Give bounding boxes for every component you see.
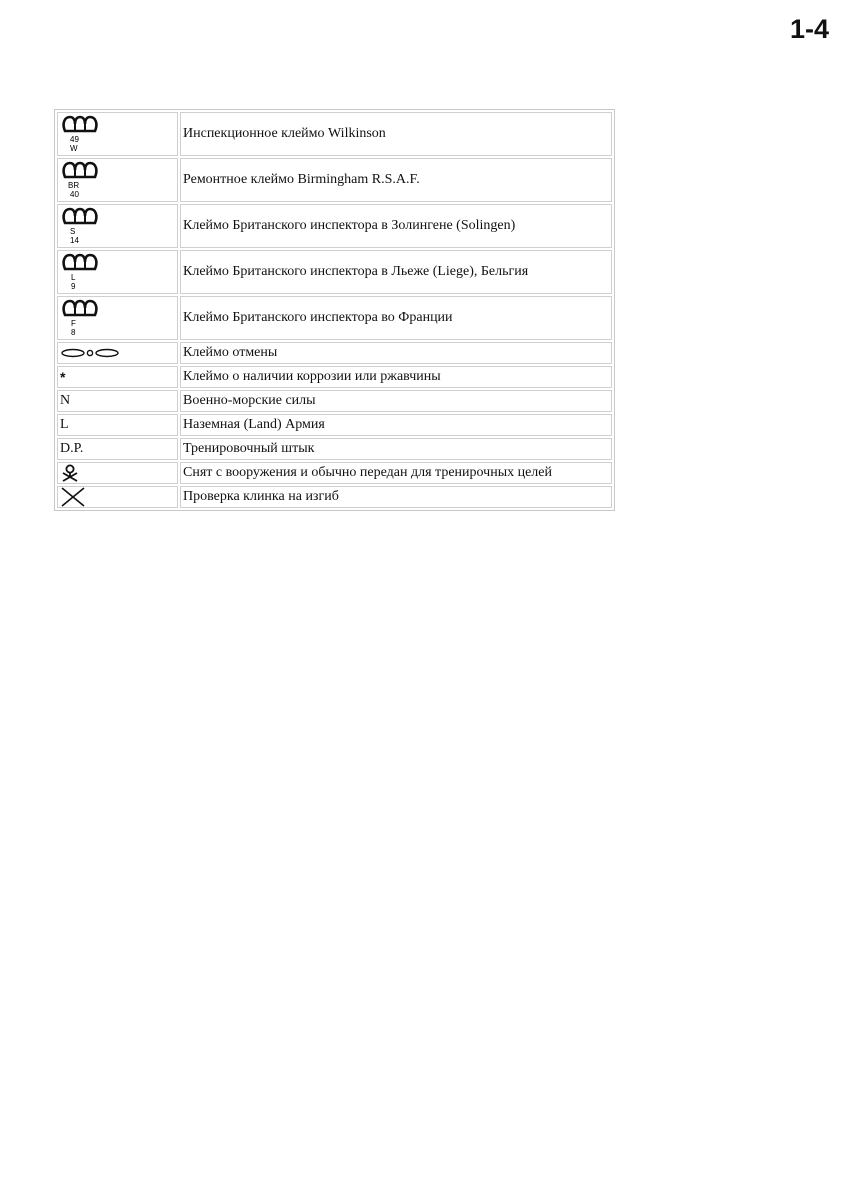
table-row	[57, 250, 612, 294]
table-row	[57, 462, 612, 484]
symbol-cell	[57, 250, 178, 294]
symbol-cell	[57, 342, 178, 364]
table-row	[57, 158, 612, 202]
stamp-line: S	[70, 227, 76, 236]
symbol-cell	[57, 112, 178, 156]
symbol-cell: D.P.	[57, 438, 178, 460]
broad-arrow-crown-icon	[60, 160, 100, 200]
description-cell: Снят с вооружения и обычно передан для тренирочных целей	[180, 462, 612, 484]
symbol-cell	[57, 158, 178, 202]
stamp-line: BR	[68, 181, 80, 190]
stamp-line: 14	[70, 236, 79, 245]
description-cell: Проверка клинка на изгиб	[180, 486, 612, 508]
table-row	[57, 366, 612, 388]
stamp-line: 49	[70, 135, 79, 144]
symbol-cell: N	[57, 390, 178, 412]
stamp-line: 9	[71, 282, 76, 291]
broad-arrow-crown-icon	[60, 252, 100, 292]
symbol-cell	[57, 486, 178, 508]
description-cell: Клеймо отмены	[180, 342, 612, 364]
stamp-line: W	[70, 144, 78, 153]
symbol-cell: L	[57, 414, 178, 436]
description-cell: Клеймо Британского инспектора в Льеже (Liege), Бельгия	[180, 250, 612, 294]
table-row	[57, 486, 612, 508]
stamp-line: 8	[71, 328, 76, 337]
description-cell: Военно-морские силы	[180, 390, 612, 412]
disposal-mark-icon	[60, 464, 80, 482]
table-row	[57, 204, 612, 248]
inspection-marks-table	[54, 109, 615, 511]
stamp-line: L	[71, 273, 76, 282]
table-row	[57, 438, 612, 460]
cancel-mark-icon	[60, 346, 120, 360]
description-cell: Тренировочный штык	[180, 438, 612, 460]
description-cell: Наземная (Land) Армия	[180, 414, 612, 436]
symbol-cell	[57, 204, 178, 248]
table-row	[57, 342, 612, 364]
description-cell: Инспекционное клеймо Wilkinson	[180, 112, 612, 156]
broad-arrow-crown-icon	[60, 206, 100, 246]
description-cell: Клеймо о наличии коррозии или ржавчины	[180, 366, 612, 388]
table-row	[57, 296, 612, 340]
description-cell: Клеймо Британского инспектора в Золингене (Solingen)	[180, 204, 612, 248]
broad-arrow-crown-icon	[60, 298, 100, 338]
description-cell: Ремонтное клеймо Birmingham R.S.A.F.	[180, 158, 612, 202]
stamp-line: F	[71, 319, 76, 328]
page-number: 1-4	[789, 14, 829, 44]
table-row	[57, 390, 612, 412]
description-cell: Клеймо Британского инспектора во Франции	[180, 296, 612, 340]
symbol-cell: *	[57, 366, 178, 388]
symbol-cell	[57, 462, 178, 484]
table-row	[57, 112, 612, 156]
symbol-cell	[57, 296, 178, 340]
cross-mark-icon	[60, 487, 86, 507]
table-row	[57, 414, 612, 436]
broad-arrow-crown-icon	[60, 114, 100, 154]
stamp-line: 40	[70, 190, 79, 199]
